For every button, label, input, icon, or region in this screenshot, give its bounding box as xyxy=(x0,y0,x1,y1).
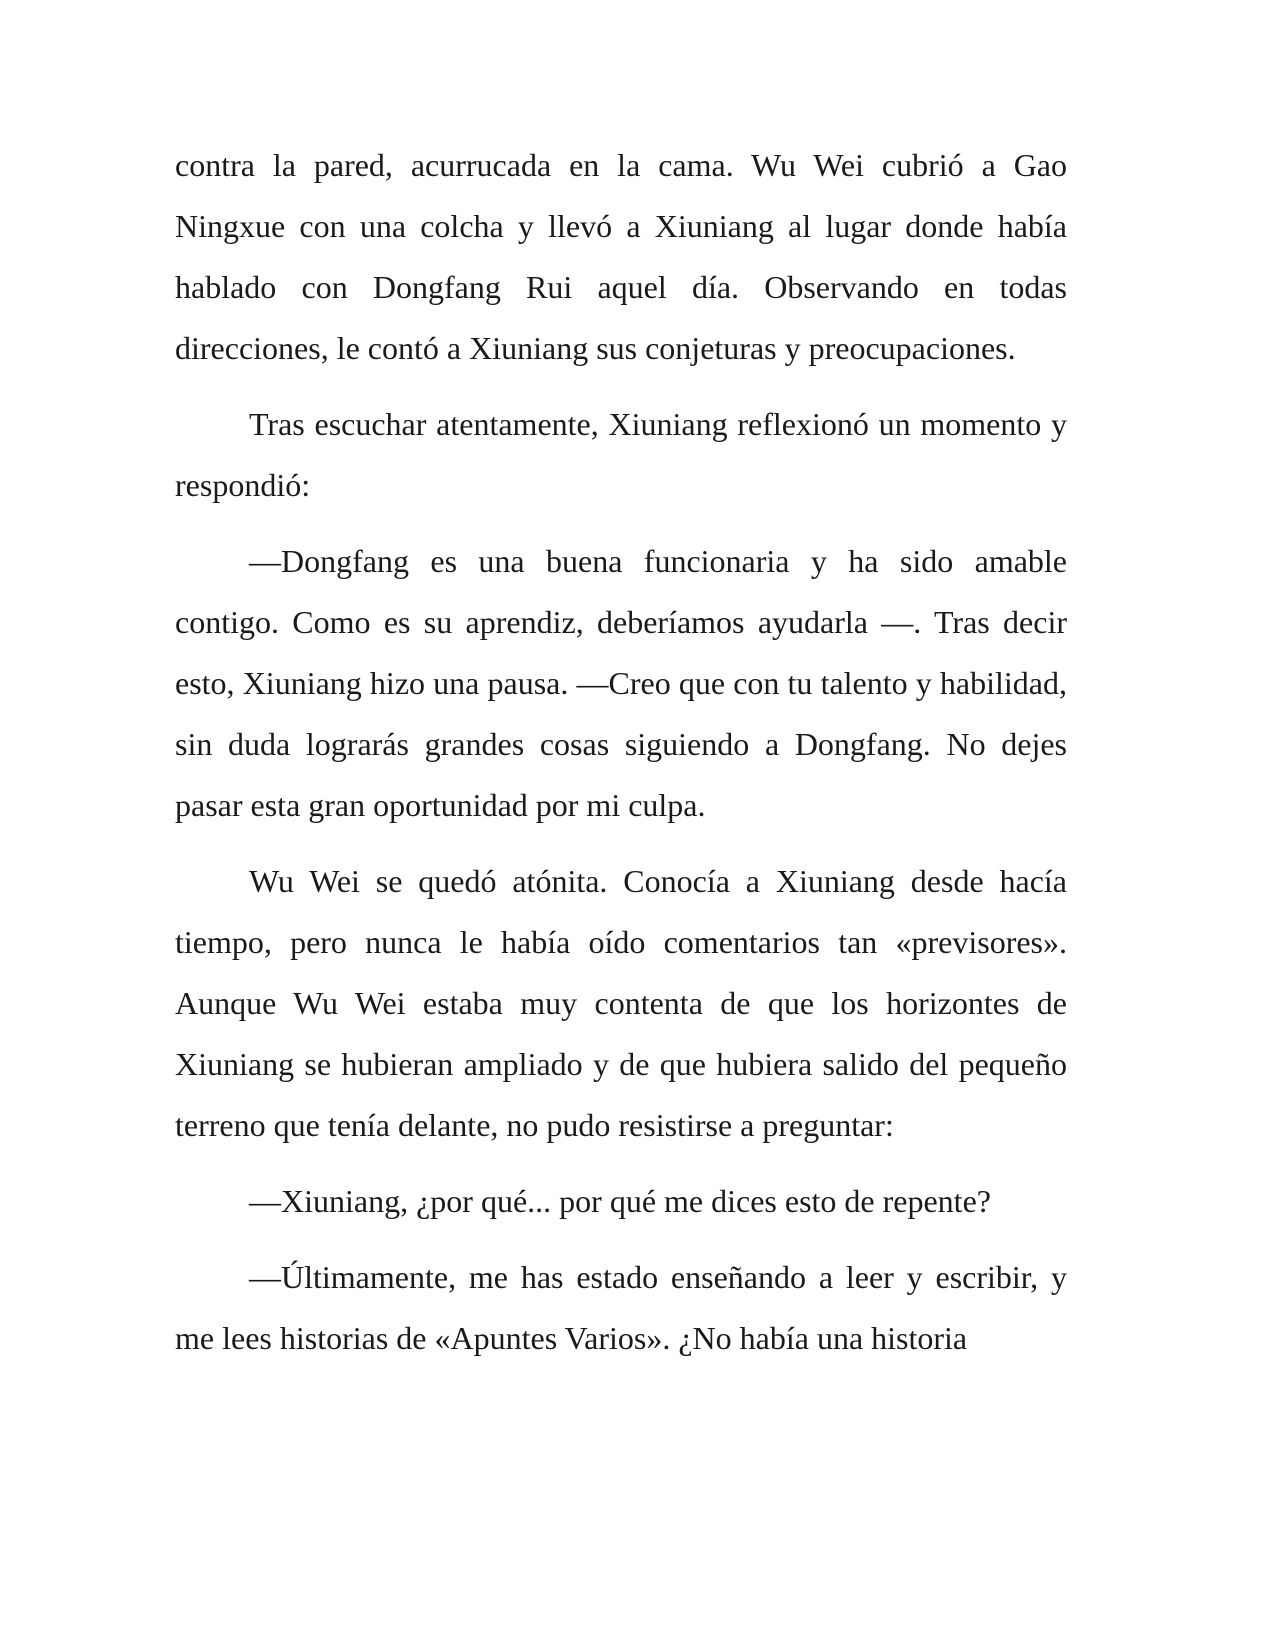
paragraph-4: Wu Wei se quedó atónita. Conocía a Xiuniang desde hacía tiempo, pero nunca le había oído comentarios tan «previsores». Aunque Wu Wei estaba muy contenta de que los horizontes de Xiuniang se hubieran ampliado y de que hubiera salido del pequeño terreno que tenía delante, no pudo resistirse a preguntar: xyxy=(175,863,1067,1143)
paragraph-5: —Xiuniang, ¿por qué... por qué me dices esto de repente? xyxy=(249,1183,991,1219)
body-text xyxy=(175,135,1067,1369)
paragraph-1: contra la pared, acurrucada en la cama. Wu Wei cubrió a Gao Ningxue con una colcha y llevó a Xiuniang al lugar donde había hablado con Dongfang Rui aquel día. Observando en todas direcciones, le contó a Xiuniang sus conjeturas y preocupaciones. xyxy=(175,147,1067,366)
paragraph-3: —Dongfang es una buena funcionaria y ha sido amable contigo. Como es su aprendiz, deberíamos ayudarla —. Tras decir esto, Xiuniang hizo una pausa. —Creo que con tu talento y habilidad, sin duda lograrás grandes cosas siguiendo a Dongfang. No dejes pasar esta gran oportunidad por mi culpa. xyxy=(175,543,1067,823)
paragraph-6: —Últimamente, me has estado enseñando a leer y escribir, y me lees historias de «Apuntes Varios». ¿No había una historia xyxy=(175,1259,1067,1356)
paragraph-2: Tras escuchar atentamente, Xiuniang reflexionó un momento y respondió: xyxy=(175,406,1067,503)
